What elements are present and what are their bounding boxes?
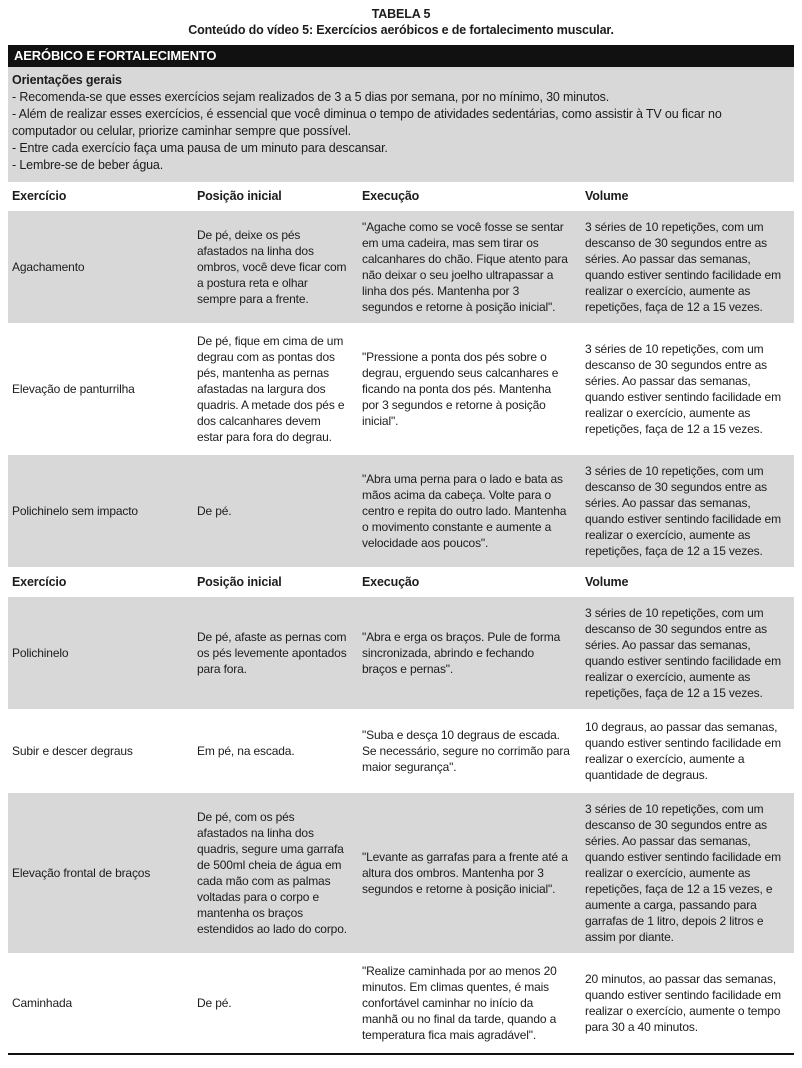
table-bottom-rule <box>8 1053 794 1055</box>
exercise-name-cell: Agachamento <box>8 211 193 323</box>
initial-position-cell: De pé, com os pés afastados na linha dos quadris, segure uma garrafa de 500ml cheia de água em cada mão com as palmas voltadas para o corpo e mantenha os braços estendidos ao lado do corpo. <box>193 793 358 953</box>
volume-cell: 3 séries de 10 repetições, com um descanso de 30 segundos entre as séries. Ao passar das semanas, quando estiver sentindo facilidade em realizar o exercício, aumente as repetições, faça de 12 a 15 vezes. <box>581 455 794 567</box>
initial-position-cell: De pé, deixe os pés afastados na linha dos ombros, você deve ficar com a postura reta e olhar sempre para a frente. <box>193 211 358 323</box>
column-header: Volume <box>581 569 794 595</box>
exercise-table <box>8 181 794 1053</box>
paper-table-page <box>8 0 794 1055</box>
execution-cell: "Levante as garrafas para a frente até a altura dos ombros. Mantenha por 3 segundos e retorne à posição inicial". <box>358 793 581 953</box>
table-caption: Conteúdo do vídeo 5: Exercícios aeróbicos e de fortalecimento muscular. <box>188 23 614 37</box>
volume-cell: 3 séries de 10 repetições, com um descanso de 30 segundos entre as séries. Ao passar das semanas, quando estiver sentindo facilidade em realizar o exercício, aumente as repetições, faça de 12 a 15 vezes. <box>581 211 794 323</box>
initial-position-cell: De pé, afaste as pernas com os pés levemente apontados para fora. <box>193 597 358 709</box>
execution-cell: "Suba e desça 10 degraus de escada. Se necessário, segure no corrimão para maior segurança". <box>358 711 581 791</box>
volume-cell: 3 séries de 10 repetições, com um descanso de 30 segundos entre as séries. Ao passar das semanas, quando estiver sentindo facilidade em realizar o exercício, aumente as repetições, faça de 12 a 15 vezes, e aumente a carga, passando para garrafas de 1 litro, depois 2 litros e assim por diante. <box>581 793 794 953</box>
guidelines-box <box>8 67 794 182</box>
column-header: Execução <box>358 183 581 209</box>
execution-cell: "Pressione a ponta dos pés sobre o degrau, erguendo seus calcanhares e ficando na ponta dos pés. Mantenha por 3 segundos e retorne à posição inicial". <box>358 325 581 453</box>
exercise-row <box>8 211 794 323</box>
exercise-name-cell: Polichinelo sem impacto <box>8 455 193 567</box>
volume-cell: 20 minutos, ao passar das semanas, quando estiver sentindo facilidade em realizar o exercício, aumente o tempo para 30 a 40 minutos. <box>581 955 794 1051</box>
exercise-name-cell: Caminhada <box>8 955 193 1051</box>
column-header: Posição inicial <box>193 183 358 209</box>
guidelines-heading: Orientações gerais <box>12 73 122 87</box>
volume-cell: 10 degraus, ao passar das semanas, quando estiver sentindo facilidade em realizar o exercício, aumente a quantidade de degraus. <box>581 711 794 791</box>
column-header-row <box>8 183 794 209</box>
guideline-item: - Lembre-se de beber água. <box>12 158 164 172</box>
initial-position-cell: Em pé, na escada. <box>193 711 358 791</box>
execution-cell: "Abra uma perna para o lado e bata as mãos acima da cabeça. Volte para o centro e repita do outro lado. Mantenha o movimento constante e aumente a velocidade aos poucos". <box>358 455 581 567</box>
exercise-row <box>8 793 794 953</box>
guidelines-list <box>12 89 784 174</box>
column-header-row <box>8 569 794 595</box>
exercise-row <box>8 955 794 1051</box>
volume-cell: 3 séries de 10 repetições, com um descanso de 30 segundos entre as séries. Ao passar das semanas, quando estiver sentindo facilidade em realizar o exercício, aumente as repetições, faça de 12 a 15 vezes. <box>581 597 794 709</box>
column-header: Exercício <box>8 569 193 595</box>
section-header-label: AERÓBICO E FORTALECIMENTO <box>14 48 217 63</box>
exercise-name-cell: Elevação frontal de braços <box>8 793 193 953</box>
column-header: Exercício <box>8 183 193 209</box>
execution-cell: "Realize caminhada por ao menos 20 minutos. Em climas quentes, é mais confortável caminhar no início da manhã ou no final da tarde, quando a temperatura fica mais agradável". <box>358 955 581 1051</box>
column-header: Execução <box>358 569 581 595</box>
exercise-name-cell: Subir e descer degraus <box>8 711 193 791</box>
guideline-item: - Entre cada exercício faça uma pausa de um minuto para descansar. <box>12 141 388 155</box>
initial-position-cell: De pé. <box>193 455 358 567</box>
exercise-row <box>8 597 794 709</box>
exercise-name-cell: Polichinelo <box>8 597 193 709</box>
table-number-title: TABELA 5 <box>371 7 431 21</box>
exercise-row <box>8 711 794 791</box>
execution-cell: "Agache como se você fosse se sentar em uma cadeira, mas sem tirar os calcanhares do chão. Fique atento para não deixar o seu joelho ultrapassar a linha dos pés. Mantenha por 3 segundos e retorne à posição inicial". <box>358 211 581 323</box>
guideline-item: - Recomenda-se que esses exercícios sejam realizados de 3 a 5 dias por semana, por no mínimo, 30 minutos. <box>12 90 610 104</box>
volume-cell: 3 séries de 10 repetições, com um descanso de 30 segundos entre as séries. Ao passar das semanas, quando estiver sentindo facilidade em realizar o exercício, aumente as repetições, faça de 12 a 15 vezes. <box>581 325 794 453</box>
column-header: Posição inicial <box>193 569 358 595</box>
initial-position-cell: De pé, fique em cima de um degrau com as pontas dos pés, mantenha as pernas afastadas na largura dos quadris. A metade dos pés e dos calcanhares devem estar para fora do degrau. <box>193 325 358 453</box>
execution-cell: "Abra e erga os braços. Pule de forma sincronizada, abrindo e fechando braços e pernas". <box>358 597 581 709</box>
section-header-bar <box>8 45 794 67</box>
guideline-item: - Além de realizar esses exercícios, é essencial que você diminua o tempo de atividades sedentárias, como assistir à TV ou ficar no computador ou celular, priorize caminhar sempre que possível. <box>12 107 722 138</box>
column-header: Volume <box>581 183 794 209</box>
initial-position-cell: De pé. <box>193 955 358 1051</box>
exercise-name-cell: Elevação de panturrilha <box>8 325 193 453</box>
exercise-row <box>8 455 794 567</box>
exercise-row <box>8 325 794 453</box>
